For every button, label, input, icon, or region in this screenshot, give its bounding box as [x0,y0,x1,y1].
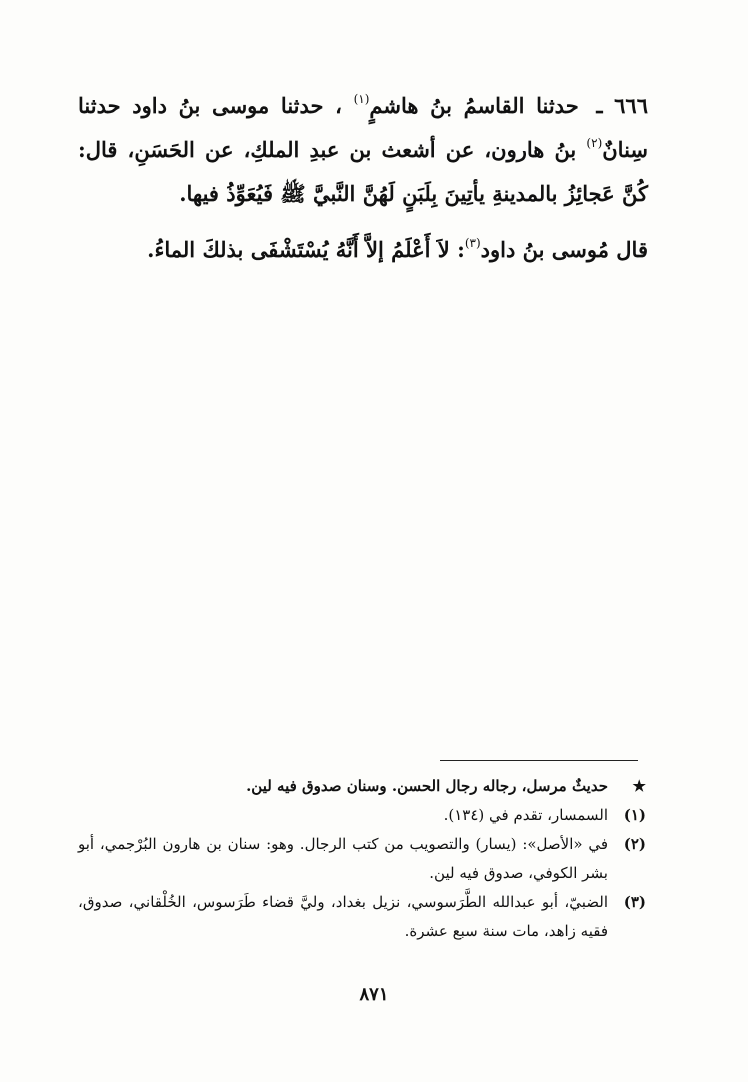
comment-intro: قال مُوسى بنُ داود [480,237,648,262]
footnote-takhrij [78,772,646,801]
comment-body: : لاَ أَعْلَمُ إلاَّ أَنَّهُ يُسْتَشْفَى بذلكَ الماءُ. [147,237,465,262]
hadith-number: ٦٦٦ ـ [596,93,648,118]
footnote-mark: (١) [623,806,646,824]
comment-paragraph [78,228,648,272]
footnote-3 [78,888,646,946]
footnotes [78,772,646,946]
footnote-text: السمسار، تقدم في (١٣٤). [443,806,608,824]
footnote-ref-3[interactable]: (٣) [464,236,481,250]
footnote-mark: (٣) [623,893,646,911]
footnote-2 [78,830,646,888]
star-icon: ★ [632,777,646,795]
hadith-paragraph [78,84,648,216]
footnote-text: حديثٌ مرسل، رجاله رجال الحسن. وسنان صدوق فيه لين. [246,777,608,795]
hadith-chain-middle: ، حدثنا موسى بنُ داود حدثنا سِنانٌ [78,93,649,162]
footnote-ref-1[interactable]: (١) [353,92,370,106]
footnote-text: الضبيّ، أبو عبدالله الطَّرَسوسي، نزيل بغداد، وليَّ قضاء طَرَسوس، الخُلْقاني، صدوق، فقيه زاهد، مات سنة سبع عشرة. [78,893,608,940]
hadith-chain-start: حدثنا القاسمُ بنُ هاشمٍ [369,93,579,118]
hadith-body: بنُ هارون، عن أشعث بن عبدِ الملكِ، عن الحَسَنِ، قال: كُنَّ عَجائِزُ بالمدينةِ يأتِينَ بِلَبَنٍ لَهُنَّ النَّبيَّ ﷺ فَيُعَوِّذُ فيها. [78,137,648,206]
footnote-mark: (٢) [623,835,646,853]
footnote-text: في «الأصل»: (يسار) والتصويب من كتب الرجال. وهو: سنان بن هارون البُرْجمي، أبو بشر الكوفي، صدوق فيه لين. [78,835,608,882]
footnote-1 [78,801,646,830]
footnote-divider [440,760,638,761]
footnote-ref-2[interactable]: (٢) [586,136,603,150]
main-text [78,84,648,284]
page-number: ٨٧١ [359,984,389,1005]
